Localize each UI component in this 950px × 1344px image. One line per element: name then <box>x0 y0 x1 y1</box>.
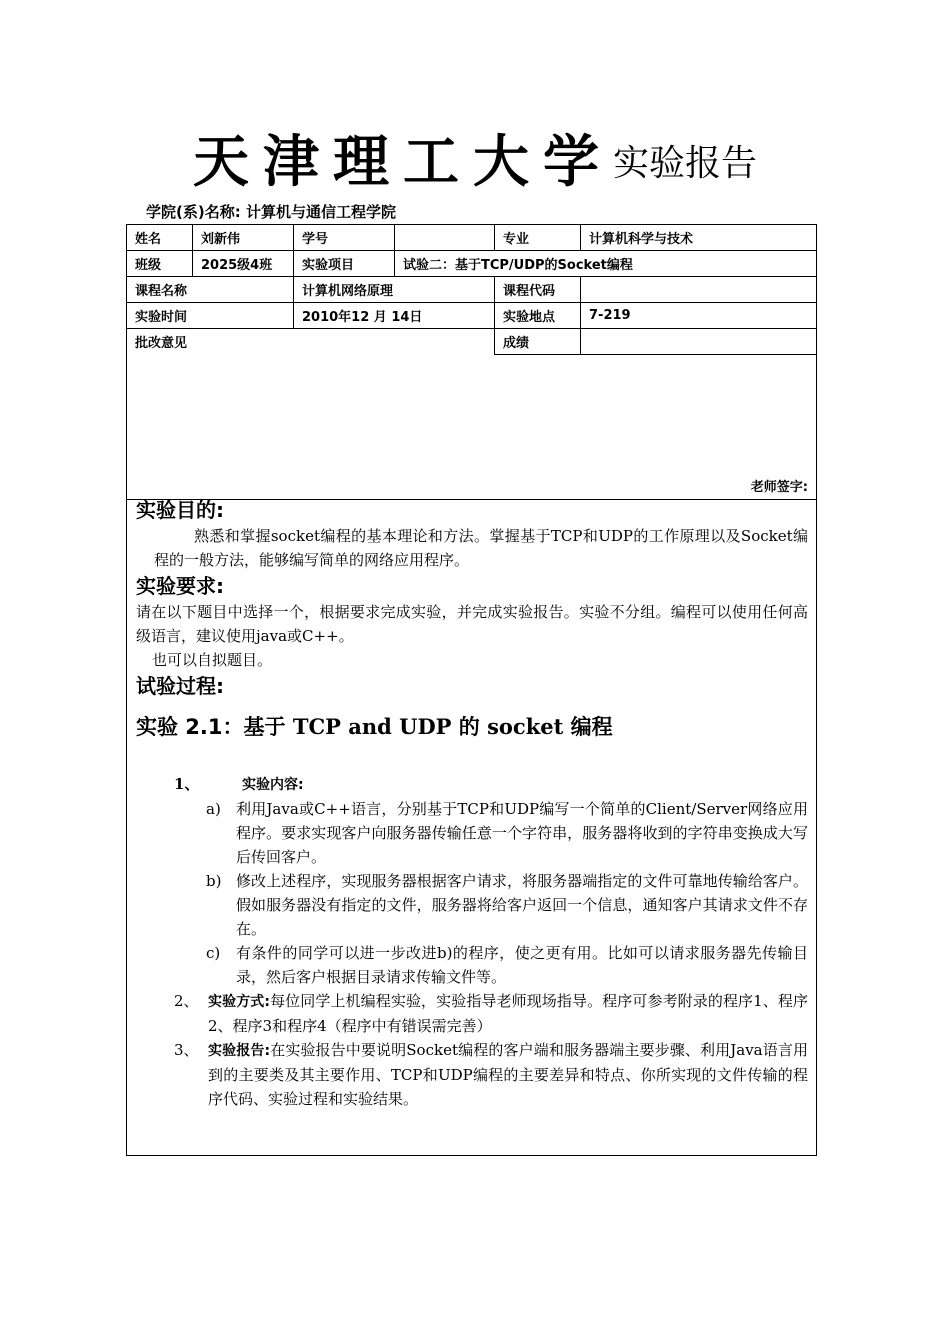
item3-label: 实验报告: <box>208 1043 271 1059</box>
table-row <box>127 251 817 277</box>
class-value: 2025级4班 <box>193 251 294 277</box>
time-label: 实验时间 <box>127 303 294 329</box>
list-item: 1、 实验内容: <box>174 775 304 793</box>
project-value: 试验二：基于TCP/UDP的Socket编程 <box>395 251 817 277</box>
item-b-text: 修改上述程序，实现服务器根据客户请求，将服务器端指定的文件可靠地传输给客户。假如服务器没有指定的文件，服务器将给客户返回一个信息，通知客户其请求文件不存在。 <box>236 872 808 938</box>
course-label: 课程名称 <box>127 277 294 303</box>
grade-label: 成绩 <box>495 329 581 355</box>
report-title <box>0 118 950 198</box>
table-row <box>127 355 817 500</box>
table-row <box>127 329 817 355</box>
item2-label: 实验方式: <box>208 994 270 1010</box>
requirement-heading: 实验要求: <box>136 574 224 598</box>
university-name: 天津理工大学 <box>192 129 613 195</box>
project-label: 实验项目 <box>294 251 395 277</box>
table-row <box>127 277 817 303</box>
item-c-text: 有条件的同学可以进一步改进b)的程序，使之更有用。比如可以请求服务器先传输目录，然后客户根据目录请求传输文件等。 <box>236 944 808 986</box>
course-value: 计算机网络原理 <box>294 277 495 303</box>
purpose-heading: 实验目的: <box>136 498 224 522</box>
info-table <box>126 224 817 500</box>
requirement-text-2: 也可以自拟题目。 <box>152 651 273 669</box>
list-item: a) 利用Java或C++语言，分别基于TCP和UDP编写一个简单的Client/Server网络应用程序。要求实现客户向服务器传输任意一个字符串，服务器将收到的字符串变换成大写后传回客户。 <box>206 800 808 866</box>
list-item: 2、 实验方式:每位同学上机编程实验，实验指导老师现场指导。程序可参考附录的程序1、程序2、程序3和程序4（程序中有错误需完善） <box>174 992 808 1035</box>
item-a-text: 利用Java或C++语言，分别基于TCP和UDP编写一个简单的Client/Server网络应用程序。要求实现客户向服务器传输任意一个字符串，服务器将收到的字符串变换成大写后传回客户。 <box>236 800 808 866</box>
name-value: 刘新伟 <box>193 225 294 251</box>
item3-text: 在实验报告中要说明Socket编程的客户端和服务器端主要步骤、利用Java语言用到的主要类及其主要作用、TCP和UDP编程的主要差异和特点、你所实现的文件传输的程序代码、实验过程和实验结果。 <box>208 1041 808 1108</box>
id-label: 学号 <box>294 225 395 251</box>
place-value: 7-219 <box>581 303 817 329</box>
id-value <box>395 225 495 251</box>
dept-value: 计算机与通信工程学院 <box>245 203 396 221</box>
class-label: 班级 <box>127 251 193 277</box>
code-value <box>581 277 817 303</box>
major-label: 专业 <box>495 225 581 251</box>
review-label: 批改意见 <box>127 329 495 355</box>
place-label: 实验地点 <box>495 303 581 329</box>
code-label: 课程代码 <box>495 277 581 303</box>
requirement-text: 请在以下题目中选择一个，根据要求完成实验，并完成实验报告。实验不分组。编程可以使用任何高级语言，建议使用java或C++。 <box>136 603 808 645</box>
grade-value <box>581 329 817 355</box>
department-line <box>146 201 396 222</box>
teacher-sign: 老师签字: <box>127 355 817 500</box>
item1-label: 实验内容: <box>242 777 304 793</box>
item2-text: 每位同学上机编程实验，实验指导老师现场指导。程序可参考附录的程序1、程序2、程序3和程序4（程序中有错误需完善） <box>208 992 808 1035</box>
report-label: 实验报告 <box>612 143 757 184</box>
table-row <box>127 225 817 251</box>
process-heading: 试验过程: <box>136 674 224 698</box>
list-item: c) 有条件的同学可以进一步改进b)的程序，使之更有用。比如可以请求服务器先传输目录，然后客户根据目录请求传输文件等。 <box>206 944 808 986</box>
time-value: 2010年12 月 14日 <box>294 303 495 329</box>
list-item: b) 修改上述程序，实现服务器根据客户请求，将服务器端指定的文件可靠地传输给客户。假如服务器没有指定的文件，服务器将给客户返回一个信息，通知客户其请求文件不存在。 <box>206 872 808 938</box>
table-row <box>127 303 817 329</box>
report-content <box>136 496 808 1111</box>
purpose-text: 熟悉和掌握socket编程的基本理论和方法。掌握基于TCP和UDP的工作原理以及Socket编程的一般方法，能够编写简单的网络应用程序。 <box>154 527 808 569</box>
dept-label: 学院(系)名称: <box>146 203 241 221</box>
major-value: 计算机科学与技术 <box>581 225 817 251</box>
name-label: 姓名 <box>127 225 193 251</box>
experiment-subtitle: 实验 2.1：基于 TCP and UDP 的 socket 编程 <box>136 714 613 739</box>
list-item: 3、 实验报告:在实验报告中要说明Socket编程的客户端和服务器端主要步骤、利用Java语言用到的主要类及其主要作用、TCP和UDP编程的主要差异和特点、你所实现的文件传输的程序代码、实验过程和实验结果。 <box>174 1041 808 1108</box>
